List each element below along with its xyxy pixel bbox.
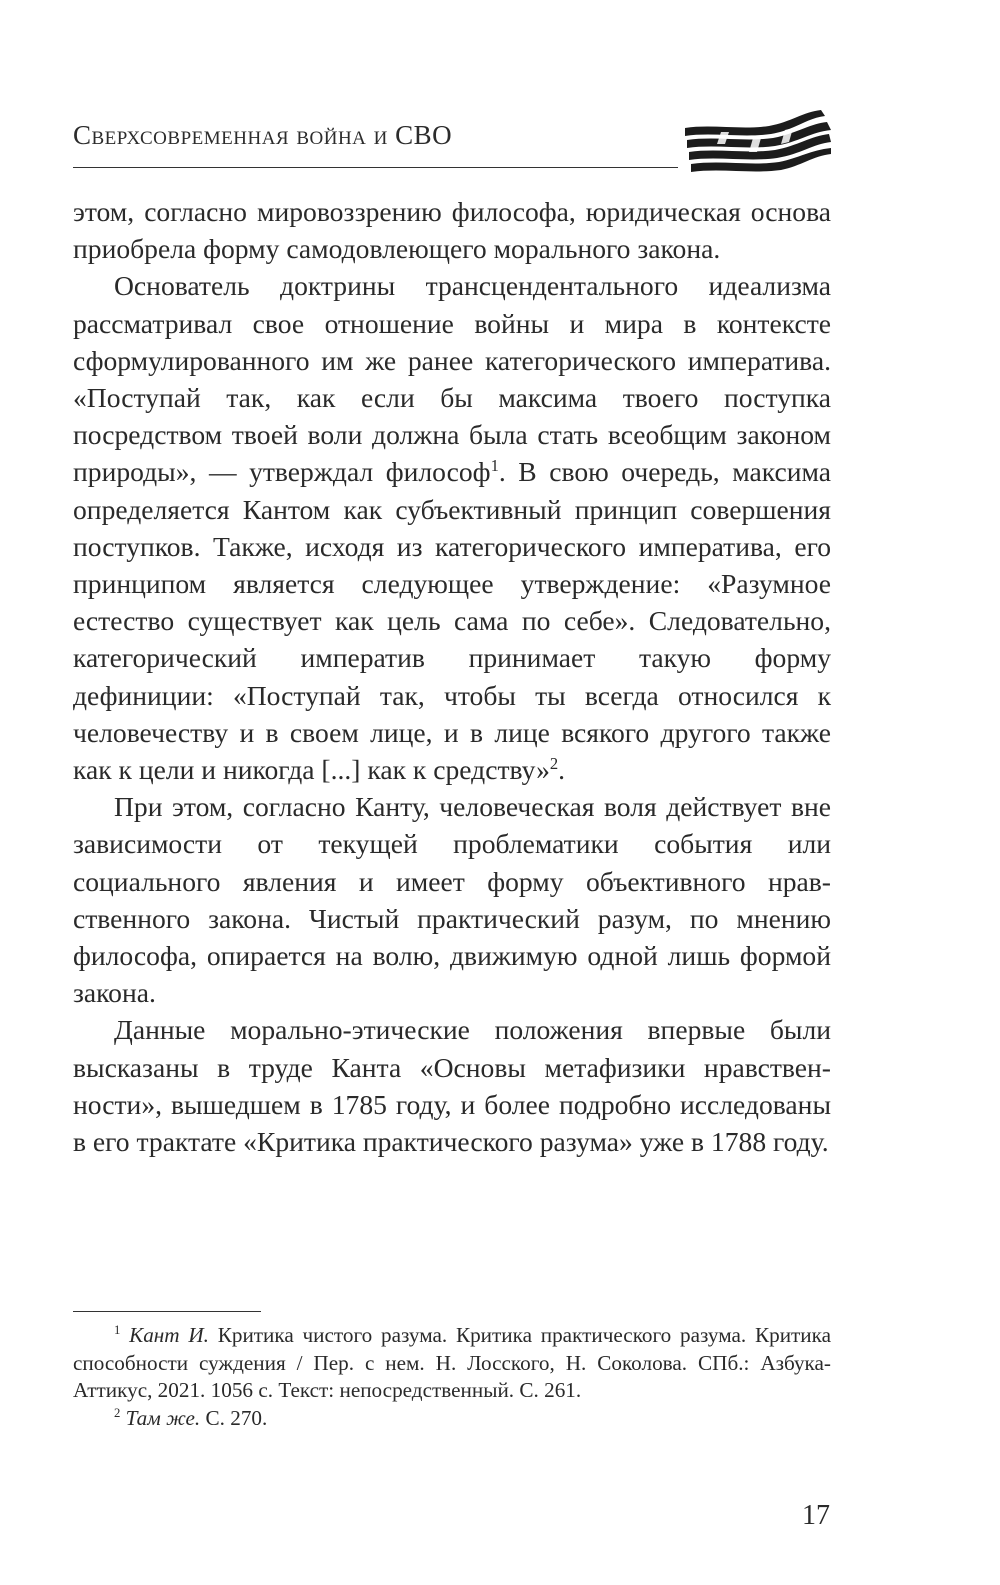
footnote-ref-1[interactable]: 1 [490, 456, 499, 476]
paragraph-2-part-2: . В свою очередь, максима определяется Кантом как субъективный принцип совершения поступков. Также, исходя из категорического императива, его принципом является следующее утверждение: «Разумное естество существует как цель сама по себе». Следовательно, категорический императив принимает такую форму дефиниции: «Поступай так, чтобы ты всегда относился к человечеству и в своем лице, и в лице всякого другого также как к цели и никогда [...] как к средству» [73, 456, 831, 786]
paragraph-3: При этом, согласно Канту, человеческая воля действует вне зависимости от текущей проблематики события или социального явления и имеет форму объективного нравственного закона. Чистый практический разум, по мнению философа, опирается на волю, движимую одной лишь формой закона. [73, 791, 831, 1009]
footnote-ref-2[interactable]: 2 [549, 753, 559, 773]
footnotes [73, 1322, 831, 1432]
footnote-2-text: С. 270. [200, 1405, 268, 1430]
running-header-title-acronym: СВО [395, 120, 453, 150]
ribbon-ornament-icon [681, 108, 833, 174]
running-header-title [73, 120, 452, 151]
main-text [73, 193, 831, 1160]
paragraph-4: Данные морально-этические положения впервые были высказаны в труде Канта «Основы метафизики нравственности», вышедшем в 1785 году, и более подробно исследованы в его трактате «Критика практического разума» уже в 1788 году. [73, 1014, 831, 1158]
paragraph-1: этом, согласно мировоззрению философа, юридическая основа приобрела форму самодовлеющего морального закона. [73, 196, 831, 265]
footnote-1-text: Критика чистого разума. Критика практического разума. Критика способности суждения / Пер. с нем. Н. Лосского, Н. Соколова. СПб.: Азбука-Аттикус, 2021. 1056 с. Текст: непосредственный. С. 261. [73, 1323, 832, 1402]
paragraph-2-end: . [558, 754, 566, 786]
footnote-2 [73, 1405, 831, 1433]
footnote-1-author: Кант И. [129, 1323, 209, 1347]
footnote-1 [73, 1322, 831, 1405]
footnote-2-number: 2 [114, 1405, 121, 1420]
running-header-title-text: Сверхсовременная война и [73, 120, 396, 150]
paragraph-2-part-1: Основатель доктрины трансцендентального идеализма рассматривал свое отношение войны и мира в контексте сформулированного им же ранее категорического императива. «Поступай так, как если бы максима твоего поступка посредством твоей воли должна была стать всеобщим законом природы», — утверждал философ [73, 270, 831, 488]
running-header [73, 108, 833, 178]
footnote-1-number: 1 [114, 1322, 121, 1337]
header-rule [73, 167, 678, 168]
page-number: 17 [802, 1500, 830, 1531]
paragraph-2 [73, 267, 831, 788]
footnote-2-ibid: Там же. [125, 1405, 201, 1430]
footnote-rule [73, 1311, 261, 1312]
